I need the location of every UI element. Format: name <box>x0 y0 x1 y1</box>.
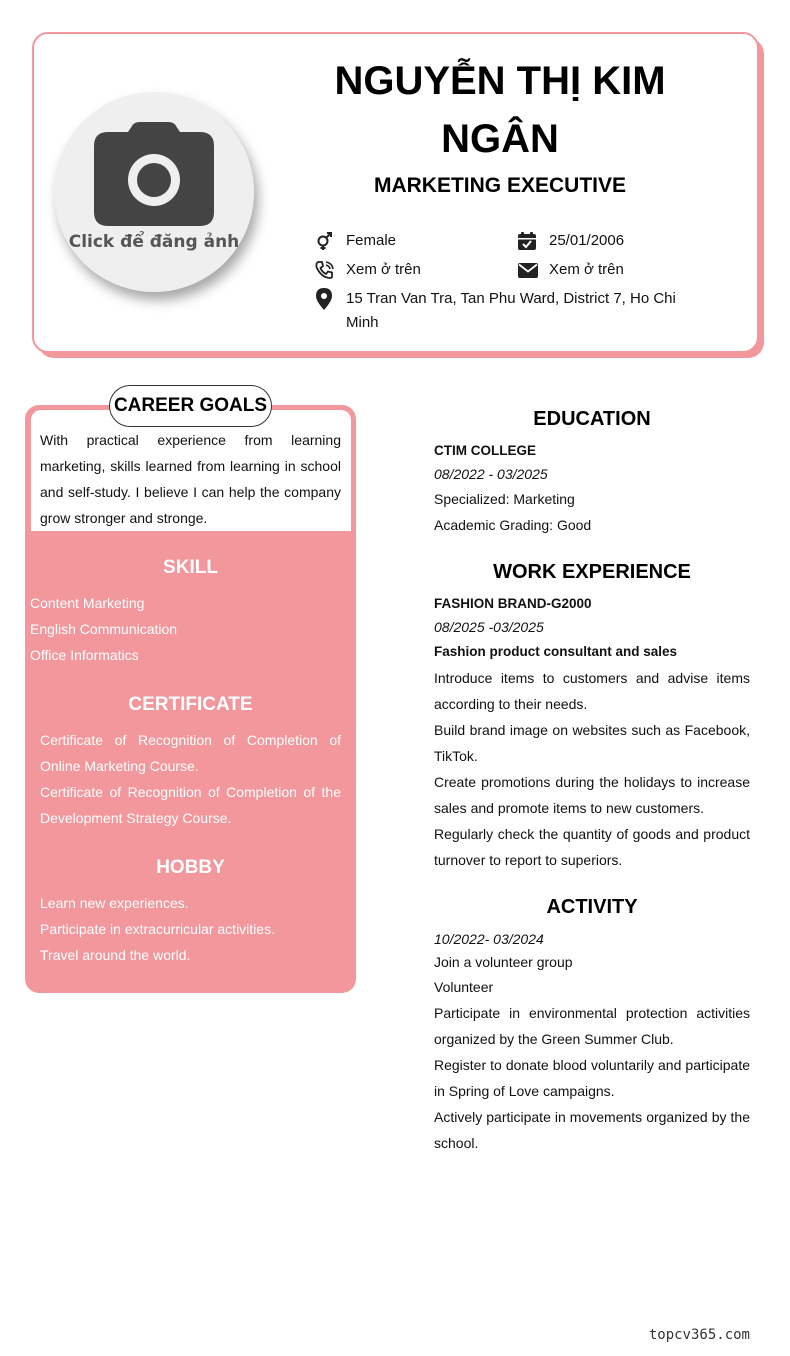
location-icon <box>315 287 337 311</box>
birthday-row <box>518 229 718 253</box>
work-item: Build brand image on websites such as Facebook, TikTok. <box>434 722 750 764</box>
name-line-2: NGÂN <box>441 117 559 161</box>
activity-title: ACTIVITY <box>546 896 638 918</box>
skill-title: SKILL <box>163 557 218 578</box>
hobby-title: HOBBY <box>156 857 225 878</box>
work-item: Regularly check the quantity of goods and product turnover to report to superiors. <box>434 826 750 868</box>
work-item: Introduce items to customers and advise items according to their needs. <box>434 670 750 712</box>
email-icon <box>518 258 540 282</box>
skill-item: Office Informatics <box>30 647 139 663</box>
hobby-item: Participate in extracurricular activities. <box>40 921 275 937</box>
email-row <box>518 258 718 282</box>
education-period: 08/2022 - 03/2025 <box>434 466 548 482</box>
education-title: EDUCATION <box>533 408 651 430</box>
work-period: 08/2025 -03/2025 <box>434 619 544 635</box>
work-item: Create promotions during the holidays to increase sales and promote items to new customers. <box>434 774 750 816</box>
avatar-label: Click để đăng ảnh <box>68 232 240 252</box>
certificate-title: CERTIFICATE <box>128 694 253 715</box>
calendar-icon <box>518 229 540 253</box>
education-grading: Academic Grading: Good <box>434 517 592 533</box>
email-value: Xem ở trên <box>549 261 624 278</box>
hobby-item: Travel around the world. <box>40 947 191 963</box>
gender-value: Female <box>346 232 397 249</box>
skill-item: Content Marketing <box>30 595 145 611</box>
skill-item: English Communication <box>30 621 178 637</box>
education-school: CTIM COLLEGE <box>434 443 536 458</box>
avatar-upload[interactable] <box>54 92 254 292</box>
career-goals-title: CAREER GOALS <box>109 385 272 427</box>
work-title: WORK EXPERIENCE <box>493 561 691 583</box>
phone-value: Xem ở trên <box>346 261 421 278</box>
work-role: Fashion product consultant and sales <box>434 644 678 659</box>
gender-row <box>315 229 505 253</box>
activity-item: Participate in environmental protection activities organized by the Green Summer Club. <box>434 1005 750 1047</box>
activity-item: Actively participate in movements organized by the school. <box>434 1109 750 1151</box>
activity-item: Register to donate blood voluntarily and participate in Spring of Love campaigns. <box>434 1057 750 1099</box>
birthday-value: 25/01/2006 <box>549 232 625 249</box>
address-value: 15 Tran Van Tra, Tan Phu Ward, District 7, Ho Chi Minh <box>346 290 676 331</box>
name-line-1: NGUYỄN THỊ KIM <box>334 59 666 103</box>
gender-icon <box>315 229 337 253</box>
job-position: MARKETING EXECUTIVE <box>373 174 627 197</box>
watermark: topcv365.com <box>648 1327 750 1343</box>
activity-org: Join a volunteer group <box>434 954 573 970</box>
camera-icon <box>94 122 214 226</box>
activity-period: 10/2022- 03/2024 <box>434 931 544 947</box>
certificate-item: Certificate of Recognition of Completion of the Development Strategy Course. <box>40 784 341 826</box>
phone-icon <box>315 258 337 282</box>
work-company: FASHION BRAND-G2000 <box>434 596 592 611</box>
career-goals-text: With practical experience from learning marketing, skills learned from learning in school and self-study. I believe I can help the company grow stronger and stronge. <box>40 432 341 526</box>
address-row <box>315 287 700 335</box>
education-major: Specialized: Marketing <box>434 491 575 507</box>
hobby-item: Learn new experiences. <box>40 895 189 911</box>
phone-row <box>315 258 505 282</box>
activity-role: Volunteer <box>434 979 494 995</box>
candidate-name <box>300 52 700 168</box>
certificate-item: Certificate of Recognition of Completion of Online Marketing Course. <box>40 732 341 774</box>
